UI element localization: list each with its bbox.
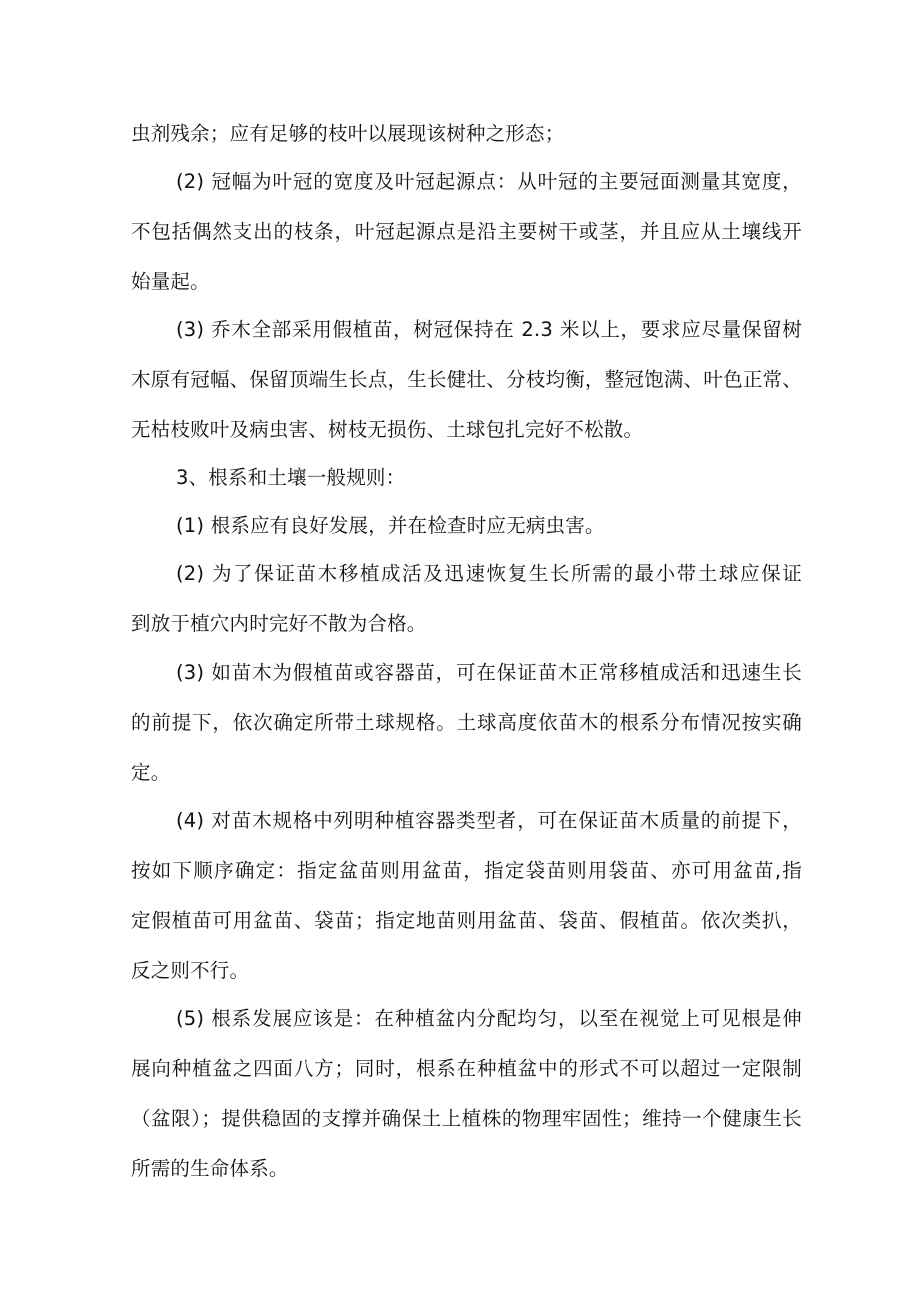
paragraph-line: 所需的生命体系。 <box>131 1157 289 1180</box>
paragraph-line: 反之则不行。 <box>131 959 250 982</box>
paragraph-line: (3) 乔木全部采用假植苗，树冠保持在 2.3 米以上，要求应尽量保留树 <box>176 318 802 341</box>
paragraph-line: 无枯枝败叶及病虫害、树枝无损伤、土球包扎完好不松散。 <box>131 418 644 441</box>
paragraph-line: (4) 对苗木规格中列明种植容器类型者，可在保证苗木质量的前提下， <box>176 809 802 832</box>
paragraph-line: (2) 冠幅为叶冠的宽度及叶冠起源点：从叶冠的主要冠面测量其宽度， <box>176 170 802 193</box>
paragraph-line: 木原有冠幅、保留顶端生长点，生长健壮、分枝均衡，整冠饱满、叶色正常、 <box>131 368 802 391</box>
paragraph-line: (5) 根系发展应该是：在种植盆内分配均匀，以至在视觉上可见根是伸 <box>176 1007 802 1030</box>
paragraph-line: 按如下顺序确定：指定盆苗则用盆苗，指定袋苗则用袋苗、亦可用盆苗,指 <box>131 859 802 882</box>
paragraph-line: (1) 根系应有良好发展，并在检查时应无病虫害。 <box>176 514 605 537</box>
paragraph-line: 不包括偶然支出的枝条，叶冠起源点是沿主要树干或茎，并且应从土壤线开 <box>131 220 802 243</box>
paragraph-line: 定假植苗可用盆苗、袋苗；指定地苗则用盆苗、袋苗、假植苗。依次类扒， <box>131 909 802 932</box>
paragraph-line: 虫剂残余；应有足够的枝叶以展现该树种之形态； <box>131 122 565 145</box>
paragraph-line: 定。 <box>131 761 171 784</box>
paragraph-line: (3) 如苗木为假植苗或容器苗，可在保证苗木正常移植成活和迅速生长 <box>176 661 802 684</box>
paragraph-line: 的前提下，依次确定所带土球规格。土球高度依苗木的根系分布情况按实确 <box>131 711 802 734</box>
paragraph-line: （盆限）；提供稳固的支撑并确保土上植株的物理牢固性；维持一个健康生长 <box>131 1107 802 1130</box>
paragraph-line: 始量起。 <box>131 270 210 293</box>
paragraph-line: 到放于植穴内时完好不散为合格。 <box>131 612 427 635</box>
section-heading: 3、根系和土壤一般规则： <box>176 466 406 489</box>
paragraph-line: 展向种植盆之四面八方；同时，根系在种植盆中的形式不可以超过一定限制 <box>131 1057 802 1080</box>
paragraph-line: (2) 为了保证苗木移植成活及迅速恢复生长所需的最小带土球应保证 <box>176 562 802 585</box>
